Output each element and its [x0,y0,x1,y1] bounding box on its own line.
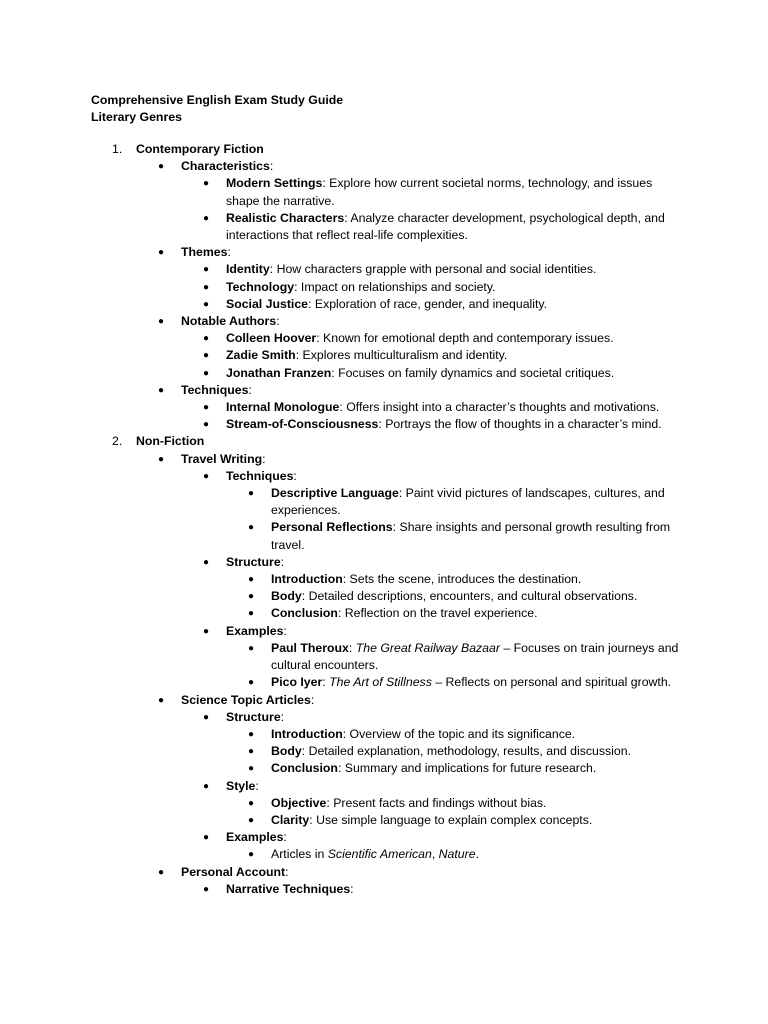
list-item-text [271,588,681,605]
term-label: Conclusion [271,606,338,621]
list-item [0,261,768,278]
term-description: : [248,382,252,397]
list-item-text [226,881,681,898]
list-item-text [226,623,681,640]
bullet-icon: ● [248,849,255,861]
term-label: Contemporary Fiction [136,142,264,156]
bullet-icon: ● [158,453,165,465]
list-item [0,864,768,881]
list-item [0,416,768,433]
bullet-icon: ● [203,264,210,276]
list-item [0,623,768,640]
list-item [0,692,768,709]
list-item [0,210,768,244]
list-item [0,760,768,777]
term-label: Body [271,744,302,759]
list-item [0,382,768,399]
list-item [0,399,768,416]
term-description: : [293,468,297,483]
list-item [0,605,768,622]
term-description: : [280,554,285,569]
term-label: Objective [271,795,327,810]
bullet-icon: ● [248,677,255,689]
list-item-text [181,158,681,175]
term-label: Themes [181,245,228,260]
term-description: : Focuses on family dynamics and societal critiques. [331,365,615,380]
term-description: : Use simple language to explain complex concepts. [309,812,593,827]
bullet-icon: ● [203,178,210,190]
bullet-icon: ● [158,316,165,328]
term-description: : Detailed descriptions, encounters, and cultural observations. [301,589,638,604]
term-label: Internal Monologue [226,400,340,415]
list-item-text [226,347,681,364]
bullet-icon: ● [203,350,210,362]
term-label: Introduction [271,726,343,741]
term-description: : [227,245,231,260]
term-description: : [276,314,280,329]
list-item [0,175,768,209]
list-item [0,726,768,743]
list-item-text [271,743,681,760]
term-label: Technology [226,279,295,294]
outline-list [0,141,768,898]
term-label: Structure [226,554,281,569]
list-item-text [226,279,681,296]
list-item-text [226,468,681,485]
list-item [0,468,768,485]
bullet-icon: ● [203,333,210,345]
document-subtitle: Literary Genres [91,110,182,125]
list-number: 2. [112,434,123,449]
term-description: : [283,623,287,638]
list-item-text [271,795,681,812]
list-item-text [226,296,681,313]
term-label: Science Topic Articles [181,692,311,707]
list-item [0,519,768,553]
bullet-icon: ● [203,883,210,895]
work-title: The Great Railway Bazaar [355,640,500,655]
term-label: Narrative Techniques [226,881,351,896]
term-label: Non-Fiction [136,434,205,449]
list-item-text [181,382,681,399]
list-item [0,829,768,846]
term-label: Structure [226,709,281,724]
list-item-text [226,778,681,795]
term-description: : Summary and implications for future research. [337,761,597,776]
bullet-icon: ● [248,591,255,603]
list-item-text [271,605,681,622]
term-description: : Portrays the flow of thoughts in a character’s mind. [378,417,662,432]
list-item [0,244,768,261]
list-item-text [226,261,681,278]
list-item-text [136,141,696,158]
bullet-icon: ● [248,814,255,826]
bullet-icon: ● [248,797,255,809]
term-label: Social Justice [226,296,309,311]
list-item-text [181,451,681,468]
bullet-icon: ● [203,402,210,414]
work-description: – Reflects on personal and spiritual growth. [431,675,672,690]
bullet-icon: ● [248,746,255,758]
list-item-text [271,812,681,829]
bullet-icon: ● [203,212,210,224]
term-label: Colleen Hoover [226,331,317,346]
term-description: : Share insights and personal growth resulting from travel. [271,520,671,552]
term-description: : Paint vivid pictures of landscapes, cultures, and experiences. [271,486,665,518]
term-description: : Offers insight into a character’s thoughts and motivations. [339,400,660,415]
term-description: : Analyze character development, psychological depth, and interactions that reflect real-life complexities. [226,210,665,243]
term-description: : [350,881,354,896]
document-title: Comprehensive English Exam Study Guide [91,93,344,107]
list-item [0,881,768,898]
term-description: : [269,159,274,174]
term-label: Realistic Characters [226,210,345,225]
term-label: Style [226,778,256,793]
bullet-icon: ● [248,728,255,740]
list-item-text [226,416,681,433]
list-item [0,640,768,674]
list-item-text [136,433,696,450]
numbered-list-item [0,141,768,158]
list-item [0,296,768,313]
list-item-text [271,571,681,588]
bullet-icon: ● [248,488,255,500]
bullet-icon: ● [158,384,165,396]
term-description: : [322,675,330,690]
list-item [0,347,768,364]
term-label: Techniques [226,468,294,483]
list-item-text [226,829,681,846]
bullet-icon: ● [248,763,255,775]
bullet-icon: ● [203,556,210,568]
list-item-text [181,313,681,330]
document-header [91,92,343,126]
term-label: Examples [226,623,284,638]
list-item [0,158,768,175]
list-item [0,674,768,691]
work-description: . [475,847,480,862]
list-item [0,588,768,605]
list-item-text [271,846,681,863]
list-item-text [271,519,681,553]
bullet-icon: ● [203,470,210,482]
bullet-icon: ● [203,367,210,379]
term-label: Introduction [271,572,343,587]
bullet-icon: ● [158,866,165,878]
list-item-text [226,709,681,726]
term-label: Clarity [271,812,310,827]
term-label: Modern Settings [226,176,323,191]
numbered-list-item [0,433,768,450]
term-label: Identity [226,262,270,277]
work-title: Nature [438,847,476,862]
list-item [0,365,768,382]
term-description: Articles in [271,847,328,862]
list-item-text [271,726,681,743]
term-description: : Exploration of race, gender, and inequality. [308,296,548,311]
work-title: Scientific American [327,847,432,862]
list-item-text [226,175,681,209]
list-item [0,812,768,829]
list-item [0,571,768,588]
list-item-text [181,244,681,261]
term-description: : [285,864,289,879]
term-label: Zadie Smith [226,348,296,363]
list-item [0,743,768,760]
list-item-text [181,692,681,709]
list-item-text [226,210,681,244]
term-label: Stream-of-Consciousness [226,417,379,432]
bullet-icon: ● [248,642,255,654]
bullet-icon: ● [248,608,255,620]
bullet-icon: ● [203,832,210,844]
term-description: : How characters grapple with personal and social identities. [269,262,597,277]
bullet-icon: ● [158,247,165,259]
bullet-icon: ● [203,625,210,637]
term-description: : Reflection on the travel experience. [337,606,538,621]
bullet-icon: ● [158,694,165,706]
term-description: : Explore how current societal norms, technology, and issues shape the narrative. [226,176,653,208]
term-label: Travel Writing [181,451,263,466]
term-label: Pico Iyer [271,675,323,690]
term-description: : Known for emotional depth and contemporary issues. [316,331,614,346]
list-item-text [271,674,681,691]
list-item [0,778,768,795]
bullet-icon: ● [203,780,210,792]
list-number: 1. [112,142,123,156]
term-description: : [348,640,356,655]
list-item [0,330,768,347]
term-description: : Impact on relationships and society. [294,279,496,294]
bullet-icon: ● [203,711,210,723]
term-description: : [283,830,287,845]
bullet-icon: ● [158,161,165,173]
list-item [0,709,768,726]
bullet-icon: ● [203,419,210,431]
list-item [0,313,768,330]
term-label: Jonathan Franzen [226,365,332,380]
list-item-text [226,399,681,416]
list-item [0,795,768,812]
term-label: Personal Account [181,864,286,879]
term-label: Examples [226,830,284,845]
term-description: : Detailed explanation, methodology, results, and discussion. [301,744,631,759]
term-label: Techniques [181,382,249,397]
work-description: – Focuses on train journeys and cultural encounters. [271,640,679,673]
list-item [0,451,768,468]
term-description: : Present facts and findings without bias. [326,795,547,810]
term-label: Body [271,589,302,604]
bullet-icon: ● [248,522,255,534]
list-item-text [226,330,681,347]
bullet-icon: ● [248,574,255,586]
list-item-text [226,365,681,382]
term-label: Paul Theroux [271,640,349,655]
term-description: : [310,692,315,707]
list-item-text [271,640,681,674]
work-title: The Art of Stillness [329,675,432,690]
work-description: , [431,847,439,862]
term-description: : Explores multiculturalism and identity. [295,348,508,363]
list-item [0,846,768,863]
term-description: : [280,709,285,724]
bullet-icon: ● [203,281,210,293]
term-description: : Sets the scene, introduces the destination. [342,572,582,587]
list-item-text [271,760,681,777]
term-label: Personal Reflections [271,520,393,535]
term-description: : [262,451,266,466]
list-item-text [181,864,681,881]
list-item [0,554,768,571]
term-description: : [255,778,259,793]
term-label: Notable Authors [181,314,277,329]
term-description: : Overview of the topic and its significance. [342,726,576,741]
list-item [0,279,768,296]
term-label: Descriptive Language [271,486,399,501]
bullet-icon: ● [203,298,210,310]
term-label: Characteristics [181,159,270,174]
list-item [0,485,768,519]
list-item-text [226,554,681,571]
term-label: Conclusion [271,761,338,776]
list-item-text [271,485,681,519]
